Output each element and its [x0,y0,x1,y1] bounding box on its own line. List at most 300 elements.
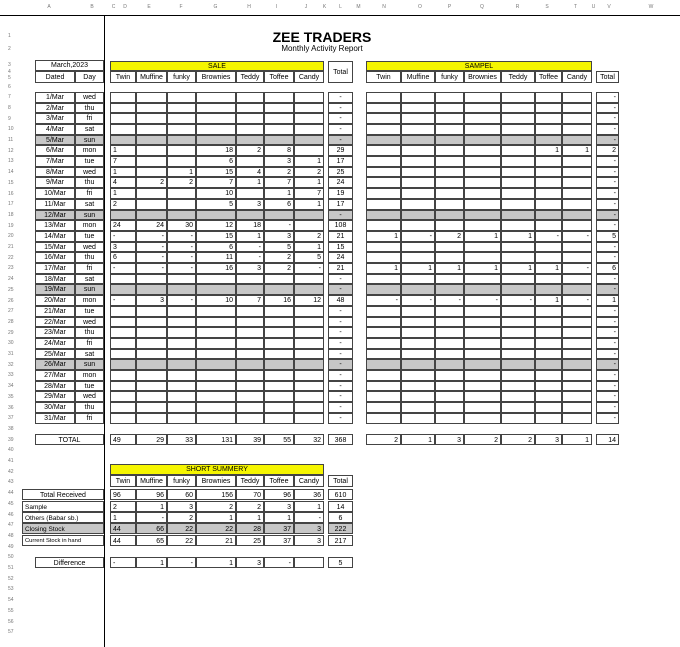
sample-cell [535,167,562,178]
day-cell: tue [75,156,104,167]
sample-cell [435,156,464,167]
sample-cell [401,391,435,402]
sample-day-total: - [596,103,619,114]
sample-day-total: - [596,327,619,338]
sample-cell [501,402,535,413]
sample-cell [366,156,401,167]
sample-cell [401,338,435,349]
sale-cell [236,317,264,328]
date-cell: 2/Mar [35,103,75,114]
summary-value: 66 [136,523,167,534]
sample-cell [401,135,435,146]
sale-cell [294,92,324,103]
sample-cell [366,359,401,370]
sale-cell: 2 [264,252,294,263]
sample-cell [366,242,401,253]
sale-cell: 24 [110,220,136,231]
sample-cell [535,359,562,370]
sale-day-total: - [328,306,353,317]
summary-row-label: Total Received [22,489,104,500]
sale-cell [110,413,136,424]
sample-grand-total: 3 [535,434,562,445]
sale-cell [167,210,196,221]
sample-cell [501,188,535,199]
sale-cell: 8 [264,145,294,156]
sale-cell [236,370,264,381]
sale-cell [236,210,264,221]
row-header: 28 [8,318,14,325]
sample-day-total: - [596,113,619,124]
sale-cell: 30 [167,220,196,231]
sample-cell [366,252,401,263]
column-header: F [179,4,183,10]
sale-cell: 2 [294,167,324,178]
sale-cell [236,124,264,135]
sale-cell: - [167,242,196,253]
sample-cell: 1 [562,145,592,156]
sample-day-total: - [596,413,619,424]
summary-value: 37 [264,523,294,534]
sale-cell [264,413,294,424]
sale-cell [294,274,324,285]
sale-cell [110,124,136,135]
page-subtitle: Monthly Activity Report [281,44,363,53]
summary-value: 36 [294,489,324,500]
sale-cell [264,391,294,402]
sale-cell: - [136,252,167,263]
column-header: V [607,4,611,10]
sample-day-total: - [596,284,619,295]
summary-value: 44 [110,523,136,534]
row-header: 32 [8,361,14,368]
day-cell: wed [75,242,104,253]
column-header: E [147,4,151,10]
sample-cell [562,306,592,317]
date-cell: 9/Mar [35,177,75,188]
sale-day-total: - [328,124,353,135]
sale-cell: 7 [196,177,236,188]
sample-cell [562,92,592,103]
sample-cell [464,145,501,156]
date-cell: 20/Mar [35,295,75,306]
sample-cell [366,145,401,156]
sale-cell [167,188,196,199]
difference-value: 1 [136,557,167,568]
date-cell: 30/Mar [35,402,75,413]
sample-cell [535,124,562,135]
sale-cell [236,391,264,402]
sample-cell [401,177,435,188]
sample-cell [401,199,435,210]
sample-day-total: 1 [596,295,619,306]
sample-cell [535,274,562,285]
sample-cell [464,381,501,392]
row-header: 47 [8,522,14,529]
sample-product-header: funky [435,71,464,83]
summary-value: 2 [167,512,196,523]
row-header: 55 [8,607,14,614]
row-header: 9 [8,115,11,122]
sample-cell [535,349,562,360]
row-header: 44 [8,490,14,497]
sale-cell [196,370,236,381]
day-cell: sat [75,124,104,135]
sample-product-header: Twin [366,71,401,83]
sample-cell [366,317,401,328]
sale-cell: 3 [264,156,294,167]
difference-value [294,557,324,568]
sale-day-total: 19 [328,188,353,199]
column-header: Q [480,4,484,10]
sale-cell [167,381,196,392]
sale-cell: 10 [196,295,236,306]
sample-cell [464,177,501,188]
sale-cell [196,413,236,424]
sale-day-total: - [328,391,353,402]
sale-cell [236,135,264,146]
row-header: 56 [8,618,14,625]
row-header: 16 [8,190,14,197]
sale-cell: 6 [110,252,136,263]
sample-cell [501,349,535,360]
sale-cell [236,103,264,114]
sale-cell: - [167,295,196,306]
sale-cell [167,92,196,103]
sample-cell [401,306,435,317]
row-header: 26 [8,297,14,304]
sale-cell: - [136,263,167,274]
sample-day-total: 6 [596,263,619,274]
sale-cell: 1 [236,177,264,188]
row-header: 48 [8,532,14,539]
sale-cell: 1 [294,156,324,167]
sample-cell [535,220,562,231]
date-cell: 24/Mar [35,338,75,349]
summary-value: 1 [136,501,167,512]
summary-value: 22 [196,523,236,534]
sale-day-total: - [328,338,353,349]
sample-cell [562,252,592,263]
sale-cell [110,359,136,370]
day-cell: tue [75,231,104,242]
sale-day-total: - [328,317,353,328]
sale-day-total: - [328,381,353,392]
row-header: 2 [8,46,11,52]
row-header: 41 [8,458,14,464]
sample-cell [435,167,464,178]
sale-cell [110,338,136,349]
sale-day-total: - [328,210,353,221]
sample-cell [401,317,435,328]
day-cell: fri [75,263,104,274]
sample-cell [562,317,592,328]
date-cell: 27/Mar [35,370,75,381]
sample-day-total: - [596,92,619,103]
sample-cell [501,167,535,178]
sample-cell [501,177,535,188]
sample-cell [535,306,562,317]
sale-cell: - [110,263,136,274]
sample-cell [435,103,464,114]
sale-grand-total: 39 [236,434,264,445]
sample-day-total: - [596,124,619,135]
sale-cell: - [110,295,136,306]
sample-cell [501,156,535,167]
sample-cell [535,252,562,263]
sample-day-total: - [596,167,619,178]
sample-cell [535,113,562,124]
sale-cell [167,349,196,360]
summary-value: 3 [294,535,324,546]
sample-cell [401,145,435,156]
sale-day-total: 29 [328,145,353,156]
row-header: 49 [8,543,14,550]
row-header: 29 [8,329,14,336]
sample-cell [401,167,435,178]
sale-cell: 1 [294,177,324,188]
sample-cell [562,167,592,178]
sample-cell [562,156,592,167]
sale-cell: 1 [110,167,136,178]
sale-day-total: - [328,359,353,370]
day-cell: mon [75,145,104,156]
difference-value: 3 [236,557,264,568]
sale-cell [136,306,167,317]
sale-cell: 3 [236,199,264,210]
sample-cell [535,413,562,424]
sample-cell [501,381,535,392]
sample-cell [435,113,464,124]
sample-cell [464,317,501,328]
column-header: W [648,4,654,10]
summary-row-total: 222 [328,523,353,534]
sale-cell [167,284,196,295]
sample-day-total: - [596,274,619,285]
date-cell: 11/Mar [35,199,75,210]
sale-cell: 18 [236,220,264,231]
sale-day-total: 108 [328,220,353,231]
row-header: 5 [8,75,11,81]
sale-cell: 1 [167,167,196,178]
sample-cell [501,103,535,114]
sale-cell [264,210,294,221]
sale-cell: 1 [110,188,136,199]
sale-day-total: - [328,113,353,124]
row-header: 33 [8,372,14,379]
sale-day-total: 24 [328,177,353,188]
sample-cell [562,210,592,221]
sale-cell: 4 [110,177,136,188]
sale-cell [236,413,264,424]
sale-day-total: - [328,135,353,146]
summary-value: 3 [294,523,324,534]
day-cell: wed [75,167,104,178]
sale-cell [136,199,167,210]
summary-value: 28 [236,523,264,534]
sample-cell [401,220,435,231]
sale-cell [196,210,236,221]
sample-product-header: Brownies [464,71,501,83]
sale-cell: 4 [236,167,264,178]
sale-cell [236,349,264,360]
sample-day-total: - [596,349,619,360]
column-header: G [213,4,218,10]
summary-row-label: Closing Stock [22,523,104,534]
sale-cell [264,113,294,124]
row-header: 35 [8,393,14,400]
row-header: 8 [8,104,11,111]
sale-cell [136,349,167,360]
sample-cell [535,177,562,188]
sample-cell [501,359,535,370]
sample-cell [562,274,592,285]
sale-cell [167,338,196,349]
day-cell: fri [75,413,104,424]
sale-product-header: Brownies [196,71,236,83]
sale-grand-total: 33 [167,434,196,445]
summary-value: 22 [167,535,196,546]
sample-cell [562,103,592,114]
sample-cell [435,145,464,156]
sample-day-total: - [596,381,619,392]
row-header: 40 [8,447,14,454]
row-header: 23 [8,265,14,272]
day-cell: thu [75,103,104,114]
sample-day-total: - [596,135,619,146]
sample-cell [562,338,592,349]
sale-grand-total: 32 [294,434,324,445]
sample-cell [401,124,435,135]
sale-cell: 12 [294,295,324,306]
sale-day-total: 25 [328,167,353,178]
summary-value: 96 [264,489,294,500]
row-header: 31 [8,351,14,357]
sample-cell [535,242,562,253]
sale-cell [196,124,236,135]
sale-cell [136,167,167,178]
sample-cell [435,349,464,360]
sample-cell [562,381,592,392]
sample-cell [501,391,535,402]
sale-day-total: 17 [328,156,353,167]
sale-cell [294,359,324,370]
summary-value: 1 [196,512,236,523]
sale-cell [110,349,136,360]
sample-cell [464,188,501,199]
sample-cell [435,306,464,317]
sale-cell [264,92,294,103]
sale-cell: 3 [110,242,136,253]
sale-cell [136,135,167,146]
sale-cell [136,188,167,199]
sample-cell [366,113,401,124]
sample-cell: 1 [464,231,501,242]
sale-day-total: - [328,103,353,114]
sample-cell: 2 [435,231,464,242]
sale-cell [236,188,264,199]
date-cell: 12/Mar [35,210,75,221]
day-cell: wed [75,92,104,103]
sale-cell: 2 [136,177,167,188]
sample-cell [535,135,562,146]
date-cell: 10/Mar [35,188,75,199]
row-header: 14 [8,169,14,176]
sale-cell [167,113,196,124]
sale-cell [136,381,167,392]
sample-cell [562,199,592,210]
sale-cell: 6 [196,156,236,167]
sale-cell [264,284,294,295]
row-header: 13 [8,158,14,165]
sale-cell: 18 [196,145,236,156]
summary-row-label: Others (Babar sb.) [22,512,104,523]
sale-cell [167,327,196,338]
summary-value: 2 [236,501,264,512]
sale-cell: 5 [196,199,236,210]
row-header: 22 [8,254,14,261]
sample-cell [435,391,464,402]
sample-cell: - [464,295,501,306]
sample-cell [501,317,535,328]
sample-cell [366,135,401,146]
sale-cell [196,135,236,146]
sale-cell: 12 [196,220,236,231]
sale-cell [236,338,264,349]
sale-cell [196,381,236,392]
sample-day-total: - [596,391,619,402]
sample-cell [562,188,592,199]
sample-cell [562,359,592,370]
column-header: K [322,4,327,10]
sample-product-header: Teddy [501,71,535,83]
sample-cell [464,252,501,263]
day-cell: fri [75,188,104,199]
sample-cell [366,306,401,317]
month-label: March,2023 [35,60,104,71]
date-cell: 29/Mar [35,391,75,402]
sale-cell [264,124,294,135]
sale-cell [136,317,167,328]
sample-cell [435,402,464,413]
summary-value: 1 [236,512,264,523]
date-cell: 13/Mar [35,220,75,231]
sample-day-total: - [596,370,619,381]
sale-cell [294,317,324,328]
day-cell: sat [75,349,104,360]
page-title: ZEE TRADERS [272,29,372,45]
sale-cell [196,349,236,360]
sale-cell: - [167,231,196,242]
sale-cell [294,391,324,402]
sale-cell [110,92,136,103]
row-header: 42 [8,468,14,475]
row-header: 52 [8,575,14,582]
sample-cell [435,199,464,210]
summary-value: 65 [136,535,167,546]
summary-value: 96 [110,489,136,500]
day-cell: thu [75,177,104,188]
sample-cell [435,284,464,295]
sample-cell: 1 [501,231,535,242]
sample-cell [501,124,535,135]
sample-cell [401,156,435,167]
row-header: 18 [8,211,14,218]
sample-cell: - [401,295,435,306]
sample-cell [464,338,501,349]
column-header: J [304,4,308,10]
sample-cell [366,167,401,178]
sample-cell [464,413,501,424]
